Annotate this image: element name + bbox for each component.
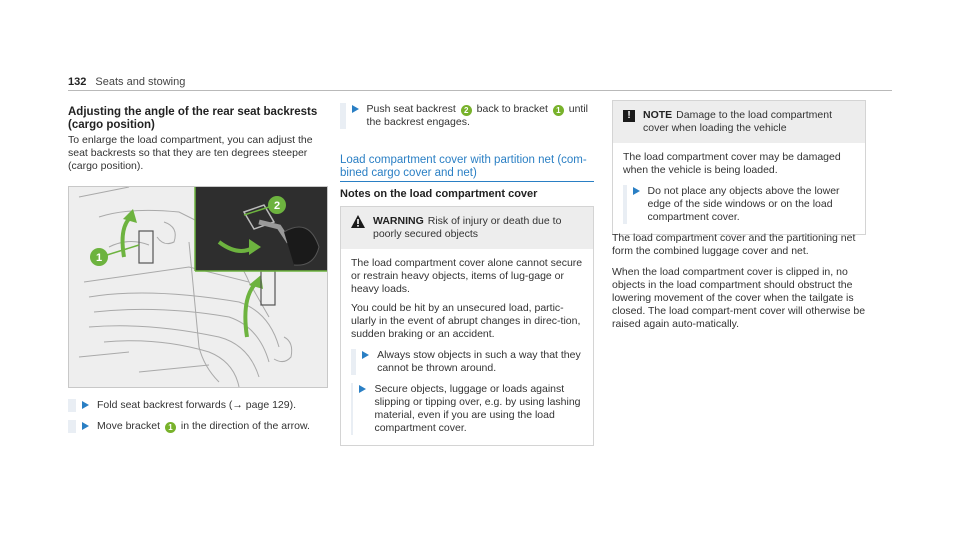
step-bar (68, 420, 76, 433)
arrow-bullet-icon (82, 401, 89, 409)
clip-in-paragraph: When the load compartment cover is clipped in, no objects in the load compartment should obstruct the lowering movement of the cover when the tailgate is closed. The load compart-ment cover will otherwise be raised again auto-matically. (612, 266, 866, 330)
step-bar (68, 399, 76, 412)
arrow-bullet-icon (352, 105, 359, 113)
arrow-bullet-icon (633, 187, 640, 195)
page-ref-link[interactable]: page 129). (242, 399, 297, 411)
warning-title: Risk of injury or death due to poorly secured objects (373, 215, 562, 240)
callout-1-label: 1 (95, 252, 103, 264)
warning-box (340, 206, 594, 446)
note-box (612, 100, 866, 235)
heading-underline (340, 181, 594, 182)
arrow-bullet-icon (359, 385, 366, 393)
callout-badge-1: 1 (553, 105, 564, 116)
step1-text: Fold seat backrest forwards ( (97, 399, 233, 411)
warning-paragraph: The load compartment cover alone cannot secure or restrain heavy objects, items of lug-gage or heavy loads. (351, 257, 583, 295)
step-move-bracket (68, 420, 330, 433)
note-bullet: Do not place any objects above the lower edge of the side windows or on the load compartment cover. (623, 185, 855, 224)
seat-drawing (69, 187, 327, 387)
step3-text-b: back to bracket (473, 103, 551, 115)
step-push-backrest (340, 103, 594, 129)
step3-text-c: until the backrest engages. (366, 103, 588, 128)
intro-paragraph: To enlarge the load compartment, you can adjust the seat backrests so that they are ten degrees steeper (cargo position). (68, 134, 313, 172)
note-keyword: NOTE (643, 109, 673, 121)
page-ref-arrow: → (232, 399, 243, 411)
warning-header (341, 207, 593, 249)
step2-text-b: in the direction of the arrow. (177, 420, 310, 432)
arrow-bullet-icon (82, 422, 89, 430)
exclamation-icon: ! (623, 110, 635, 122)
seat-illustration (68, 186, 328, 388)
arrow-bullet-icon (362, 351, 369, 359)
callout-badge-1: 1 (165, 422, 176, 433)
step2-text-a: Move bracket (97, 420, 163, 432)
partition-paragraph: The load compartment cover and the partitioning net form the combined luggage cover and net. (612, 232, 856, 257)
notes-subheading: Notes on the load compartment cover (340, 188, 538, 200)
callout-2-label: 2 (273, 200, 281, 212)
page-header (68, 76, 185, 88)
section-title: Seats and stowing (95, 76, 186, 88)
warning-keyword: WARNING (373, 215, 424, 227)
warning-bullet: Secure objects, luggage or loads against slipping or tipping over, e.g. by using lashing material, even if you are using the load compartment cover. (351, 383, 583, 435)
note-header (613, 101, 865, 143)
load-cover-heading: Load compartment cover with partition net (com-bined cargo cover and net) (340, 154, 587, 179)
warning-triangle-icon (351, 215, 365, 228)
callout-badge-2: 2 (461, 105, 472, 116)
note-paragraph: The load compartment cover may be damaged when the vehicle is being loaded. (623, 151, 841, 176)
page-number: 132 (68, 76, 87, 88)
warning-body (341, 249, 593, 445)
note-body (613, 143, 865, 234)
warning-bullet: Always stow objects in such a way that they cannot be thrown around. (351, 349, 583, 375)
header-divider (68, 90, 892, 91)
step-fold-backrest (68, 399, 330, 412)
note-title: Damage to the load compartment cover when loading the vehicle (643, 109, 833, 134)
step3-text-a: Push seat backrest (366, 103, 459, 115)
warning-paragraph: You could be hit by an unsecured load, partic-ularly in the event of abrupt changes in direc-tion, sudden braking or an accident. (351, 302, 581, 340)
section-heading-backrest: Adjusting the angle of the rear seat backrests (cargo position) (68, 106, 318, 131)
step-bar (340, 103, 346, 129)
